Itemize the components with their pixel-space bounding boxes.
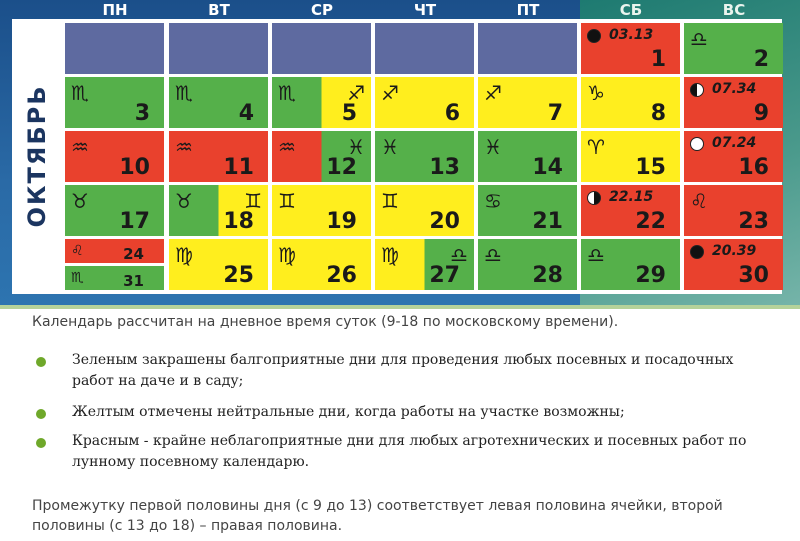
day-number: 18 (223, 209, 254, 234)
zodiac-sign-icon: ♈ (587, 135, 605, 159)
zodiac-sign-icon: ♍ (175, 243, 193, 267)
day-number: 30 (738, 263, 769, 288)
day-tue: ВТ (208, 1, 230, 19)
weekday-header (0, 0, 800, 20)
day-cell-23[interactable] (684, 185, 783, 236)
day-cell-26[interactable] (272, 239, 371, 290)
day-cell-20[interactable] (375, 185, 474, 236)
day-cell-2[interactable] (684, 23, 783, 74)
day-number: 3 (134, 101, 150, 126)
day-number: 16 (738, 155, 769, 180)
day-number: 13 (429, 155, 460, 180)
day-cell-11[interactable] (169, 131, 268, 182)
moon-phase-icon (587, 191, 601, 205)
zodiac-sign-icon: ♎ (484, 243, 502, 267)
zodiac-sign-icon: ♒ (175, 135, 193, 159)
moon-phase-time: 03.13 (609, 27, 654, 43)
day-number: 20 (429, 209, 460, 234)
day-number: 29 (635, 263, 666, 288)
day-cell-18[interactable] (169, 185, 268, 236)
day-cell-9[interactable] (684, 77, 783, 128)
month-title: ОКТЯБРЬ (23, 84, 51, 228)
day-number: 17 (119, 209, 150, 234)
zodiac-sign-icon: ♓ (347, 135, 365, 159)
legend-yellow: Желтым отмечены нейтральные дни, когда работы на участке возможны; (72, 404, 625, 420)
zodiac-sign-icon: ♏ (71, 81, 89, 105)
legend-panel (0, 305, 800, 541)
zodiac-sign-icon: ♒ (71, 135, 89, 159)
yellow-bullet-icon (36, 409, 46, 419)
day-cell-8[interactable] (581, 77, 680, 128)
legend-footer: Промежутку первой половины дня (с 9 до 13) соответствует левая половина ячейки, второй половины (с 13 до 18) – правая половина. (32, 498, 723, 534)
day-cell-10[interactable] (65, 131, 164, 182)
day-cell-31[interactable] (65, 266, 164, 290)
day-cell-21[interactable] (478, 185, 577, 236)
day-number: 1 (650, 47, 666, 72)
day-number: 9 (753, 101, 769, 126)
day-number: 27 (429, 263, 460, 288)
empty-cell (478, 23, 577, 74)
day-cell-16[interactable] (684, 131, 783, 182)
day-thu: ЧТ (413, 1, 437, 19)
day-number: 14 (532, 155, 563, 180)
zodiac-sign-icon: ♐ (347, 81, 365, 105)
green-bullet-icon (36, 357, 46, 367)
moon-phase-icon (690, 245, 704, 259)
day-cell-15[interactable] (581, 131, 680, 182)
day-wed: СР (310, 1, 333, 19)
day-cell-7[interactable] (478, 77, 577, 128)
day-cell-14[interactable] (478, 131, 577, 182)
zodiac-sign-icon: ♐ (381, 81, 399, 105)
day-cell-12[interactable] (272, 131, 371, 182)
day-number: 21 (532, 209, 563, 234)
day-cell-19[interactable] (272, 185, 371, 236)
zodiac-sign-icon: ♒ (278, 135, 296, 159)
zodiac-sign-icon: ♋ (484, 189, 502, 213)
moon-phase-time: 07.24 (712, 135, 757, 151)
moon-phase-icon (690, 137, 704, 151)
day-number: 10 (119, 155, 150, 180)
day-cell-22[interactable] (581, 185, 680, 236)
day-cell-1[interactable] (581, 23, 680, 74)
legend-intro: Календарь рассчитан на дневное время суток (9-18 по московскому времени). (32, 314, 619, 330)
zodiac-sign-icon: ♎ (450, 243, 468, 267)
month-label (12, 19, 62, 294)
day-fri: ПТ (516, 1, 540, 19)
day-number: 23 (738, 209, 769, 234)
day-sun: ВС (722, 1, 746, 19)
day-number: 25 (223, 263, 254, 288)
day-number: 26 (326, 263, 357, 288)
day-number: 6 (444, 101, 460, 126)
empty-cell (65, 23, 164, 74)
legend-green: Зеленым закрашены балгоприятные дни для проведения любых посевных и посадочных работ на даче и в саду; (72, 352, 734, 389)
zodiac-sign-icon: ♊ (244, 189, 262, 213)
empty-cell (169, 23, 268, 74)
empty-cell (375, 23, 474, 74)
day-cell-30[interactable] (684, 239, 783, 290)
zodiac-sign-icon: ♑ (587, 81, 605, 105)
day-number: 8 (650, 101, 666, 126)
day-number: 2 (753, 47, 769, 72)
zodiac-sign-icon: ♓ (381, 135, 399, 159)
day-cell-5[interactable] (272, 77, 371, 128)
legend-red: Красным - крайне неблагоприятные дни для любых агротехнических и посевных работ по лунному посевному календарю. (72, 433, 747, 470)
zodiac-sign-icon: ♏ (175, 81, 193, 105)
zodiac-sign-icon: ♊ (278, 189, 296, 213)
day-cell-17[interactable] (65, 185, 164, 236)
moon-phase-icon (587, 29, 601, 43)
day-cell-4[interactable] (169, 77, 268, 128)
zodiac-sign-icon: ♉ (175, 189, 193, 213)
moon-phase-time: 20.39 (712, 243, 757, 259)
day-number: 7 (547, 101, 563, 126)
day-cell-28[interactable] (478, 239, 577, 290)
zodiac-sign-icon: ♌ (71, 243, 84, 259)
zodiac-sign-icon: ♎ (587, 243, 605, 267)
day-number: 11 (223, 155, 254, 180)
zodiac-sign-icon: ♏ (278, 81, 296, 105)
empty-cell (272, 23, 371, 74)
zodiac-sign-icon: ♌ (690, 189, 708, 213)
zodiac-sign-icon: ♍ (278, 243, 296, 267)
day-mon: ПН (102, 1, 128, 19)
zodiac-sign-icon: ♐ (484, 81, 502, 105)
day-number: 28 (532, 263, 563, 288)
zodiac-sign-icon: ♏ (71, 270, 84, 286)
zodiac-sign-icon: ♎ (690, 27, 708, 51)
moon-phase-icon (690, 83, 704, 97)
day-cell-13[interactable] (375, 131, 474, 182)
day-cell-6[interactable] (375, 77, 474, 128)
zodiac-sign-icon: ♍ (381, 243, 399, 267)
day-cell-3[interactable] (65, 77, 164, 128)
day-number: 24 (123, 245, 144, 263)
red-bullet-icon (36, 438, 46, 448)
day-number: 22 (635, 209, 666, 234)
moon-phase-time: 07.34 (712, 81, 757, 97)
day-sat: СБ (619, 1, 643, 19)
day-number: 5 (341, 101, 357, 126)
day-cell-29[interactable] (581, 239, 680, 290)
day-cell-24[interactable] (65, 239, 164, 263)
zodiac-sign-icon: ♓ (484, 135, 502, 159)
day-cell-25[interactable] (169, 239, 268, 290)
zodiac-sign-icon: ♊ (381, 189, 399, 213)
day-cell-27[interactable] (375, 239, 474, 290)
day-number: 19 (326, 209, 357, 234)
day-number: 31 (123, 272, 144, 290)
moon-phase-time: 22.15 (609, 189, 654, 205)
day-number: 4 (238, 101, 254, 126)
day-number: 12 (326, 155, 357, 180)
day-number: 15 (635, 155, 666, 180)
zodiac-sign-icon: ♉ (71, 189, 89, 213)
